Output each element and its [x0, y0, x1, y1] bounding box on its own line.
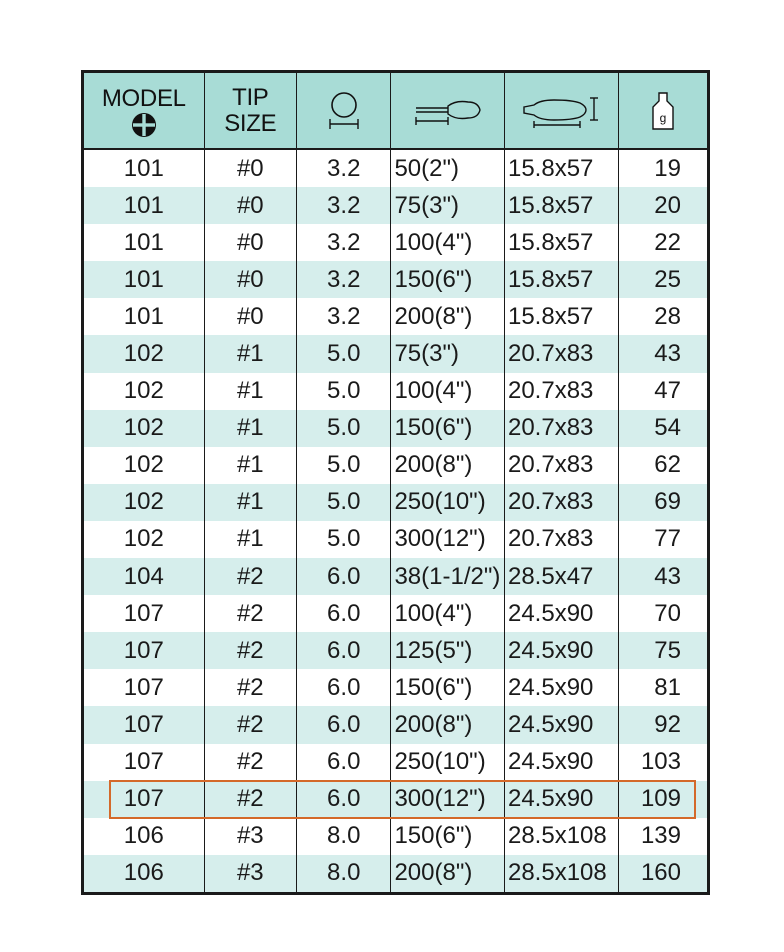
cell-handle: 24.5x90: [504, 781, 618, 818]
cell-tip-size: #2: [204, 744, 296, 781]
table-row: [83, 595, 709, 632]
header-tip-size: [204, 72, 296, 150]
cell-length: 100(4"): [391, 373, 505, 410]
cell-diameter: 5.0: [297, 335, 391, 372]
cell-diameter: 6.0: [297, 595, 391, 632]
cell-handle: 15.8x57: [504, 149, 618, 187]
cell-weight: 69: [618, 484, 708, 521]
cell-weight: 109: [618, 781, 708, 818]
cell-handle: 20.7x83: [504, 521, 618, 558]
cell-diameter: 3.2: [297, 224, 391, 261]
cell-diameter: 5.0: [297, 410, 391, 447]
cell-diameter: 6.0: [297, 669, 391, 706]
cell-length: 150(6"): [391, 669, 505, 706]
table-row: [83, 669, 709, 706]
cell-diameter: 8.0: [297, 855, 391, 894]
cell-model: 101: [83, 149, 205, 187]
cell-handle: 24.5x90: [504, 706, 618, 743]
cell-handle: 24.5x90: [504, 744, 618, 781]
cell-handle: 15.8x57: [504, 187, 618, 224]
cell-tip-size: #2: [204, 632, 296, 669]
cell-model: 101: [83, 261, 205, 298]
table-row: [83, 298, 709, 335]
header-handle: [504, 72, 618, 150]
cell-weight: 25: [618, 261, 708, 298]
cell-handle: 20.7x83: [504, 373, 618, 410]
cell-diameter: 6.0: [297, 558, 391, 595]
cell-handle: 24.5x90: [504, 595, 618, 632]
cell-weight: 47: [618, 373, 708, 410]
cell-weight: 92: [618, 706, 708, 743]
cell-weight: 22: [618, 224, 708, 261]
cell-length: 200(8"): [391, 447, 505, 484]
cell-model: 107: [83, 781, 205, 818]
cell-model: 102: [83, 335, 205, 372]
cell-length: 125(5"): [391, 632, 505, 669]
table-row: [83, 744, 709, 781]
weight-unit: g: [659, 110, 667, 125]
cell-length: 75(3"): [391, 335, 505, 372]
cell-diameter: 5.0: [297, 521, 391, 558]
model-label: MODEL: [101, 84, 186, 112]
cell-handle: 28.5x108: [504, 855, 618, 894]
header-length: [391, 72, 505, 150]
cell-tip-size: #0: [204, 149, 296, 187]
cell-tip-size: #2: [204, 781, 296, 818]
cell-model: 107: [83, 744, 205, 781]
cell-length: 200(8"): [391, 298, 505, 335]
cell-model: 102: [83, 373, 205, 410]
cell-length: 150(6"): [391, 261, 505, 298]
cell-model: 104: [83, 558, 205, 595]
cell-handle: 28.5x108: [504, 818, 618, 855]
cell-weight: 81: [618, 669, 708, 706]
cell-model: 107: [83, 706, 205, 743]
table-row: [83, 855, 709, 894]
cell-model: 101: [83, 224, 205, 261]
table-row: [83, 781, 709, 818]
cell-diameter: 6.0: [297, 706, 391, 743]
cell-handle: 20.7x83: [504, 410, 618, 447]
table-row: [83, 558, 709, 595]
header-weight: [618, 72, 708, 150]
table-row: [83, 521, 709, 558]
cell-tip-size: #2: [204, 595, 296, 632]
cell-length: 250(10"): [391, 484, 505, 521]
cell-diameter: 3.2: [297, 261, 391, 298]
cell-weight: 54: [618, 410, 708, 447]
cell-length: 100(4"): [391, 224, 505, 261]
cell-diameter: 6.0: [297, 632, 391, 669]
cell-model: 102: [83, 410, 205, 447]
cell-diameter: 3.2: [297, 298, 391, 335]
table-row: [83, 373, 709, 410]
table-body: [83, 149, 709, 893]
table-row: [83, 484, 709, 521]
cell-tip-size: #1: [204, 373, 296, 410]
cell-tip-size: #1: [204, 484, 296, 521]
cell-length: 50(2"): [391, 149, 505, 187]
table-row: [83, 632, 709, 669]
cell-diameter: 6.0: [297, 744, 391, 781]
cell-tip-size: #1: [204, 410, 296, 447]
tip-size-line2: SIZE: [224, 109, 277, 137]
cell-diameter: 5.0: [297, 484, 391, 521]
table-row: [83, 149, 709, 187]
cell-model: 102: [83, 484, 205, 521]
cell-length: 150(6"): [391, 818, 505, 855]
cell-weight: 19: [618, 149, 708, 187]
cell-model: 101: [83, 298, 205, 335]
cell-tip-size: #1: [204, 335, 296, 372]
cell-diameter: 5.0: [297, 447, 391, 484]
cell-tip-size: #0: [204, 224, 296, 261]
cell-handle: 15.8x57: [504, 298, 618, 335]
cell-handle: 24.5x90: [504, 669, 618, 706]
cell-tip-size: #2: [204, 558, 296, 595]
cell-handle: 15.8x57: [504, 224, 618, 261]
cell-model: 106: [83, 818, 205, 855]
cell-weight: 28: [618, 298, 708, 335]
cell-handle: 28.5x47: [504, 558, 618, 595]
cell-model: 107: [83, 669, 205, 706]
cell-weight: 103: [618, 744, 708, 781]
cell-weight: 160: [618, 855, 708, 894]
cell-tip-size: #0: [204, 187, 296, 224]
cell-diameter: 3.2: [297, 149, 391, 187]
cell-handle: 24.5x90: [504, 632, 618, 669]
shaft-diameter-icon: [327, 92, 361, 130]
cell-handle: 20.7x83: [504, 447, 618, 484]
cell-weight: 70: [618, 595, 708, 632]
cell-weight: 77: [618, 521, 708, 558]
table-row: [83, 410, 709, 447]
table-row: [83, 224, 709, 261]
cell-weight: 75: [618, 632, 708, 669]
cell-tip-size: #1: [204, 447, 296, 484]
cell-model: 102: [83, 447, 205, 484]
header-model: [83, 72, 205, 150]
table-row: [83, 261, 709, 298]
cell-tip-size: #2: [204, 669, 296, 706]
tip-size-line1: TIP: [232, 83, 269, 111]
cell-diameter: 6.0: [297, 781, 391, 818]
cell-length: 300(12"): [391, 781, 505, 818]
cell-length: 38(1-1/2"): [391, 558, 505, 595]
table-row: [83, 335, 709, 372]
table-row: [83, 187, 709, 224]
cell-diameter: 5.0: [297, 373, 391, 410]
screwdriver-length-icon: [412, 96, 484, 126]
cell-weight: 20: [618, 187, 708, 224]
cell-model: 101: [83, 187, 205, 224]
cell-tip-size: #0: [204, 261, 296, 298]
cell-tip-size: #1: [204, 521, 296, 558]
cell-weight: 43: [618, 558, 708, 595]
cell-length: 75(3"): [391, 187, 505, 224]
cell-length: 250(10"): [391, 744, 505, 781]
cell-handle: 20.7x83: [504, 484, 618, 521]
cell-length: 100(4"): [391, 595, 505, 632]
cell-weight: 62: [618, 447, 708, 484]
cell-length: 200(8"): [391, 706, 505, 743]
header-diameter: [297, 72, 391, 150]
cell-model: 102: [83, 521, 205, 558]
cell-model: 107: [83, 632, 205, 669]
cell-tip-size: #3: [204, 855, 296, 894]
cell-length: 300(12"): [391, 521, 505, 558]
cell-weight: 139: [618, 818, 708, 855]
cell-tip-size: #3: [204, 818, 296, 855]
header-row: [83, 72, 709, 150]
cell-model: 107: [83, 595, 205, 632]
cell-diameter: 3.2: [297, 187, 391, 224]
cell-handle: 20.7x83: [504, 335, 618, 372]
handle-size-icon: [520, 94, 602, 128]
cell-handle: 15.8x57: [504, 261, 618, 298]
cell-weight: 43: [618, 335, 708, 372]
cell-tip-size: #0: [204, 298, 296, 335]
table-row: [83, 818, 709, 855]
spec-table: [81, 70, 710, 895]
cell-diameter: 8.0: [297, 818, 391, 855]
weight-icon: [650, 91, 676, 131]
table-row: [83, 706, 709, 743]
cell-tip-size: #2: [204, 706, 296, 743]
phillips-cross-icon: [131, 112, 157, 138]
table-row: [83, 447, 709, 484]
cell-length: 200(8"): [391, 855, 505, 894]
cell-length: 150(6"): [391, 410, 505, 447]
cell-model: 106: [83, 855, 205, 894]
